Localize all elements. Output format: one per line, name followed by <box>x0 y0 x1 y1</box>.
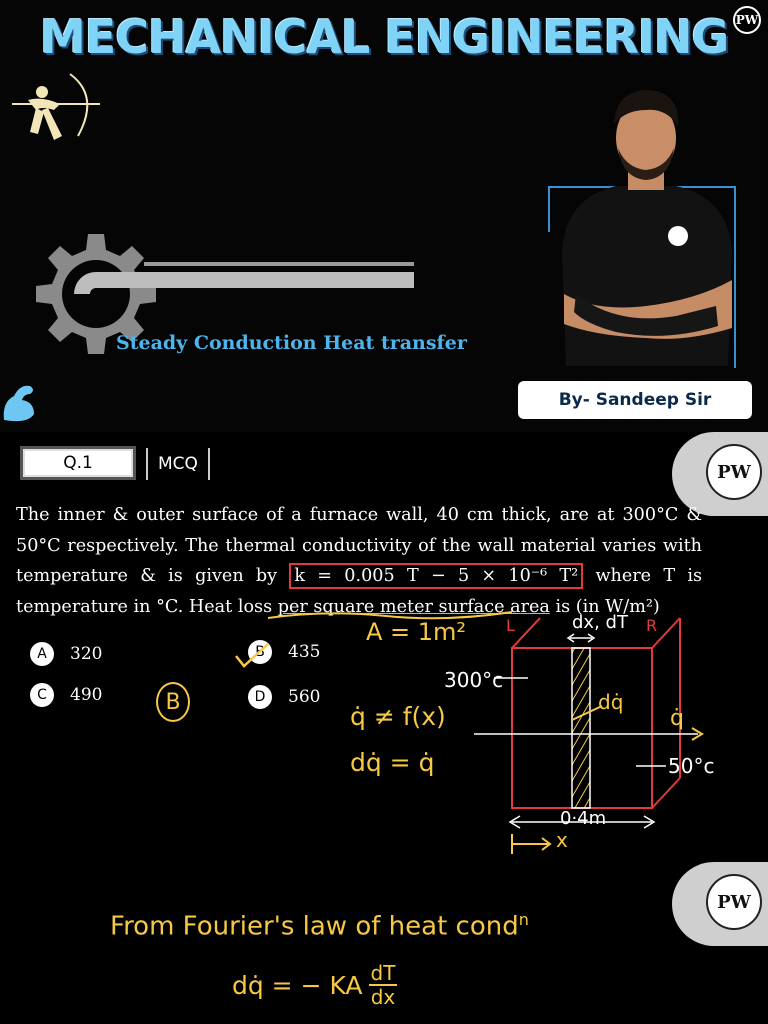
pw-badge-bottom <box>672 862 768 946</box>
answer-circle <box>156 682 190 722</box>
topic-title: Steady Conduction Heat transfer <box>116 332 467 354</box>
thickness-label: 0·4m <box>560 808 607 829</box>
answer-mark: B <box>165 689 181 715</box>
option-d[interactable] <box>248 685 320 709</box>
heat-flux-label: q̇ <box>670 706 684 731</box>
option-value: 490 <box>70 685 103 705</box>
fourier-equation <box>232 962 397 1008</box>
conductivity-formula: k = 0.005 T − 5 × 10⁻⁶ T² <box>289 563 583 589</box>
option-letter: C <box>30 683 54 707</box>
underlined-phrase: per square meter surface area <box>277 596 550 617</box>
inner-temperature: 300°c <box>444 668 504 692</box>
fourier-law-superscript: n <box>518 910 529 929</box>
option-letter: B <box>248 640 272 664</box>
fourier-eq-left: dq̇ = − KA <box>232 970 363 1000</box>
question-text-part1: The inner & outer surface of a furnace wall, 40 cm thick, are at 300°C & 50°C respectively. The thermal conductivity of the wall material varies with temperature & is given by <box>16 505 702 586</box>
lecture-banner <box>0 0 768 432</box>
option-a[interactable] <box>30 642 102 666</box>
pw-logo-icon: PW <box>733 6 761 34</box>
course-title: MECHANICAL ENGINEERING <box>40 10 729 64</box>
option-value: 320 <box>70 644 103 664</box>
fourier-denominator: dx <box>370 985 396 1009</box>
option-letter: D <box>248 685 272 709</box>
fourier-numerator: dT <box>370 961 396 985</box>
right-face-label: R <box>646 616 658 635</box>
fourier-fraction <box>369 962 398 1008</box>
pw-logo-icon: PW <box>717 461 751 483</box>
outer-temperature: 50°c <box>668 754 715 778</box>
strip-flux-label: dq̇ <box>598 690 624 714</box>
instructor-byline: By- Sandeep Sir <box>518 381 752 419</box>
photo-frame-edge <box>548 186 550 232</box>
fourier-law-heading <box>110 910 529 942</box>
flux-not-function-note: q̇ ≠ f(x) <box>350 702 446 731</box>
area-note: A = 1m² <box>366 618 467 646</box>
fourier-law-text: From Fourier's law of heat cond <box>110 911 519 942</box>
question-text-part2: where T is temperature in °C. Heat loss <box>16 566 702 617</box>
flexed-arm-icon <box>0 378 40 424</box>
option-value: 435 <box>288 642 321 662</box>
strip-label: dx, dT <box>572 612 628 633</box>
question-number: Q.1 <box>20 446 136 480</box>
option-c[interactable] <box>30 683 102 707</box>
flux-equal-note: dq̇ = q̇ <box>350 748 435 777</box>
option-value: 560 <box>288 687 321 707</box>
question-type: MCQ <box>146 448 210 480</box>
option-letter: A <box>30 642 54 666</box>
check-mark-icon <box>232 640 272 670</box>
question-text <box>16 500 702 622</box>
archer-icon <box>8 70 108 152</box>
x-axis-label: x <box>556 828 568 852</box>
left-face-label: L <box>506 616 515 635</box>
instructor-photo <box>556 80 736 370</box>
pw-logo-icon: PW <box>717 891 751 913</box>
question-text-part3: is (in W/m²) <box>549 596 660 617</box>
gear-icon <box>14 228 434 378</box>
